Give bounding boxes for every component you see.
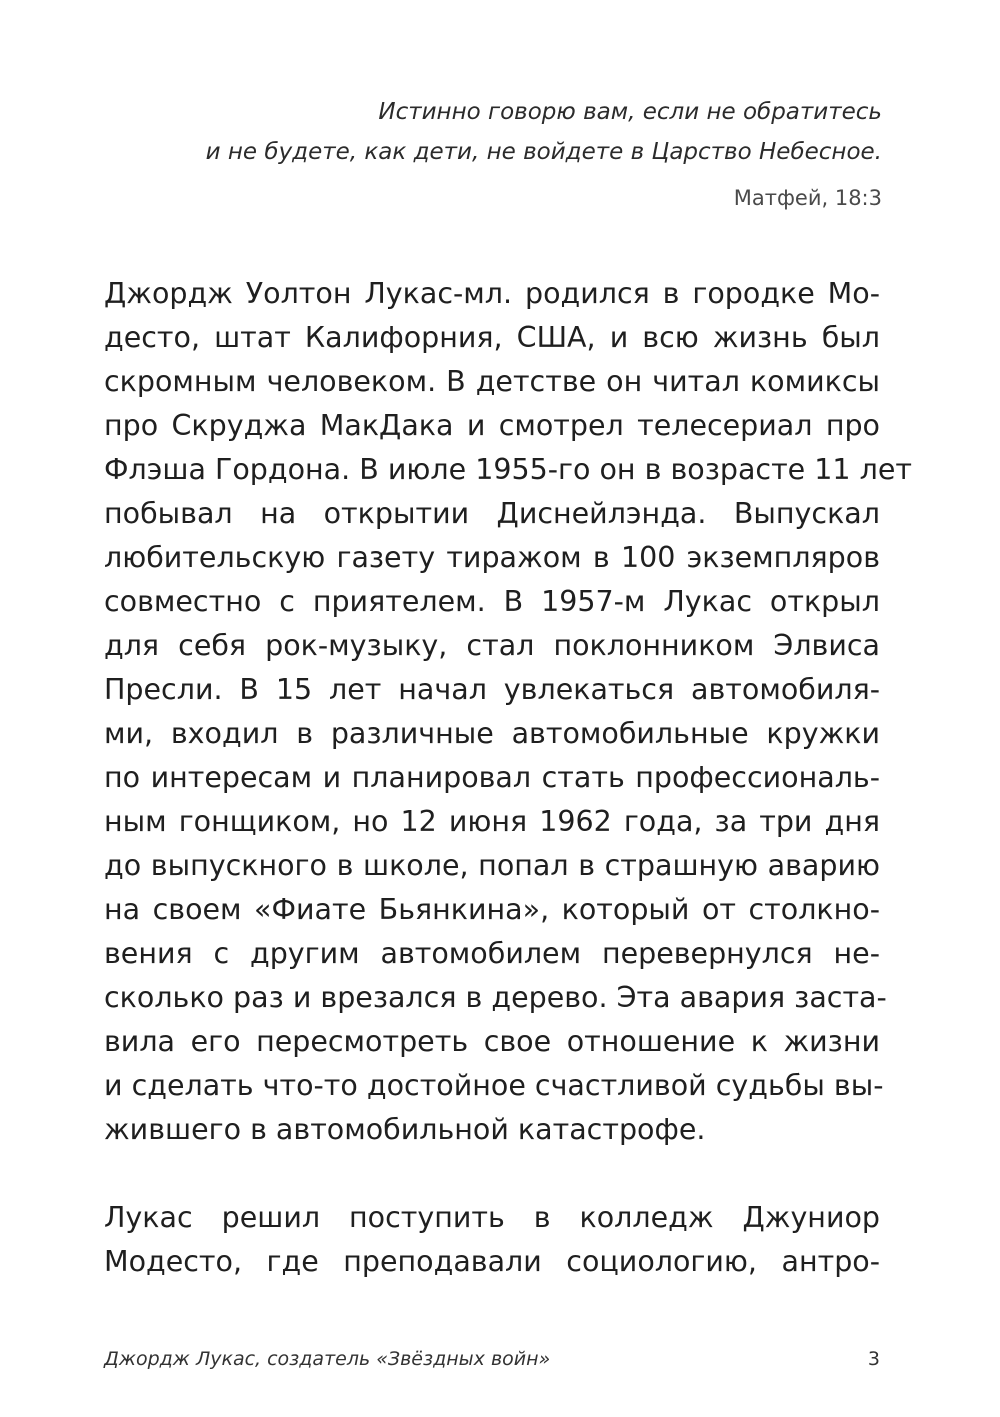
text-line: Джордж Уолтон Лукас-мл. родился в городке Мо- — [104, 277, 880, 310]
text-line: ным гонщиком, но 12 июня 1962 года, за три дня — [104, 805, 880, 838]
text-line: любительскую газету тиражом в 100 экземпляров — [104, 541, 880, 574]
text-line: скромным человеком. В детстве он читал комиксы — [104, 365, 880, 398]
epigraph — [122, 92, 882, 216]
text-line: для себя рок-музыку, стал поклонником Элвиса — [104, 629, 880, 662]
text-line: про Скруджа МакДака и смотрел телесериал про — [104, 409, 880, 442]
text-line: по интересам и планировал стать профессиональ- — [104, 761, 880, 794]
text-line: жившего в автомобильной катастрофе. — [104, 1113, 706, 1146]
epigraph-line: Истинно говорю вам, если не обратитесь — [378, 99, 882, 125]
paragraph-gap — [104, 1152, 880, 1196]
text-line: совместно с приятелем. В 1957-м Лукас открыл — [104, 585, 880, 618]
text-line: побывал на открытии Диснейлэнда. Выпускал — [104, 497, 880, 530]
text-line: вения с другим автомобилем перевернулся не- — [104, 937, 880, 970]
text-line: и сделать что-то достойное счастливой судьбы вы- — [104, 1069, 884, 1102]
paragraph — [104, 272, 912, 1152]
epigraph-source: Матфей, 18:3 — [733, 186, 882, 210]
page-number: 3 — [867, 1348, 880, 1370]
text-line: сколько раз и врезался в дерево. Эта авария заста- — [104, 981, 887, 1014]
text-line: до выпускного в школе, попал в страшную аварию — [104, 849, 880, 882]
text-line: Модесто, где преподавали социологию, антро- — [104, 1245, 880, 1278]
text-line: десто, штат Калифорния, США, и всю жизнь был — [104, 321, 880, 354]
epigraph-line: и не будете, как дети, не войдете в Царство Небесное. — [205, 139, 882, 165]
paragraph — [104, 1196, 880, 1284]
page-footer — [104, 1344, 880, 1374]
body-text — [104, 272, 912, 1284]
text-line: ми, входил в различные автомобильные кружки — [104, 717, 880, 750]
text-line: вила его пересмотреть свое отношение к жизни — [104, 1025, 880, 1058]
text-line: на своем «Фиате Бьянкина», который от столкно- — [104, 893, 880, 926]
text-line: Пресли. В 15 лет начал увлекаться автомобиля- — [104, 673, 880, 706]
running-title: Джордж Лукас, создатель «Звёздных войн» — [104, 1348, 551, 1370]
text-line: Лукас решил поступить в колледж Джуниор — [104, 1201, 880, 1234]
text-line: Флэша Гордона. В июле 1955-го он в возрасте 11 лет — [104, 453, 912, 486]
